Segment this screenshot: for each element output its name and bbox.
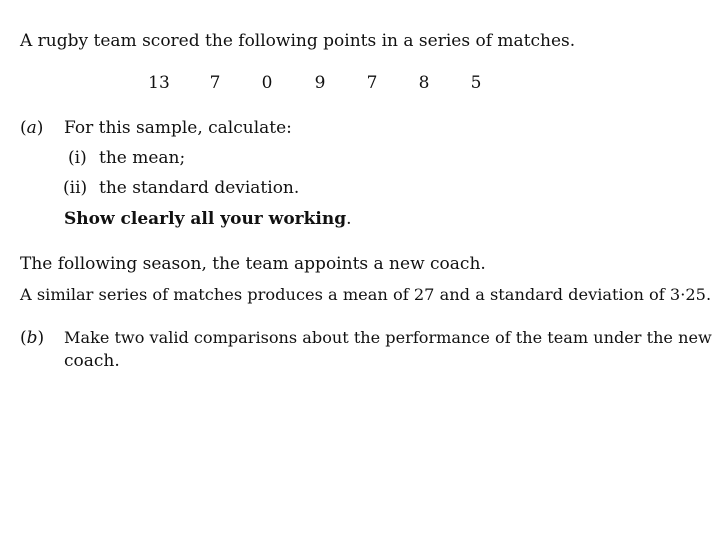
context-text-2: A similar series of matches produces a mean of 27 and a standard deviation of 3·25. bbox=[20, 285, 712, 304]
context-text-1: The following season, the team appoints a new coach. bbox=[20, 254, 486, 274]
score-value: 7 bbox=[366, 73, 378, 93]
sub-part-ii-text: the standard deviation. bbox=[99, 178, 300, 198]
sub-part-ii-label: (ii) bbox=[63, 178, 88, 198]
score-value: 0 bbox=[261, 73, 273, 93]
score-value: 9 bbox=[314, 73, 326, 93]
score-value: 5 bbox=[470, 73, 482, 93]
working-instruction-bold: Show clearly all your working bbox=[64, 209, 347, 229]
intro-text: A rugby team scored the following points in a series of matches. bbox=[20, 31, 576, 51]
score-value: 7 bbox=[209, 73, 221, 93]
scores-row bbox=[0, 72, 720, 94]
sub-part-i-text: the mean; bbox=[99, 148, 186, 168]
score-value: 13 bbox=[148, 73, 170, 93]
part-b-text-line-1: Make two valid comparisons about the performance of the team under the new bbox=[64, 328, 712, 347]
part-b-text-line-2: coach. bbox=[64, 351, 120, 371]
part-b-label: (b) bbox=[20, 328, 45, 348]
working-instruction: Show clearly all your working. bbox=[64, 209, 352, 229]
score-value: 8 bbox=[418, 73, 430, 93]
part-a-prompt: For this sample, calculate: bbox=[64, 118, 292, 138]
part-a-label: (a) bbox=[20, 118, 44, 138]
sub-part-i-label: (i) bbox=[68, 148, 87, 168]
